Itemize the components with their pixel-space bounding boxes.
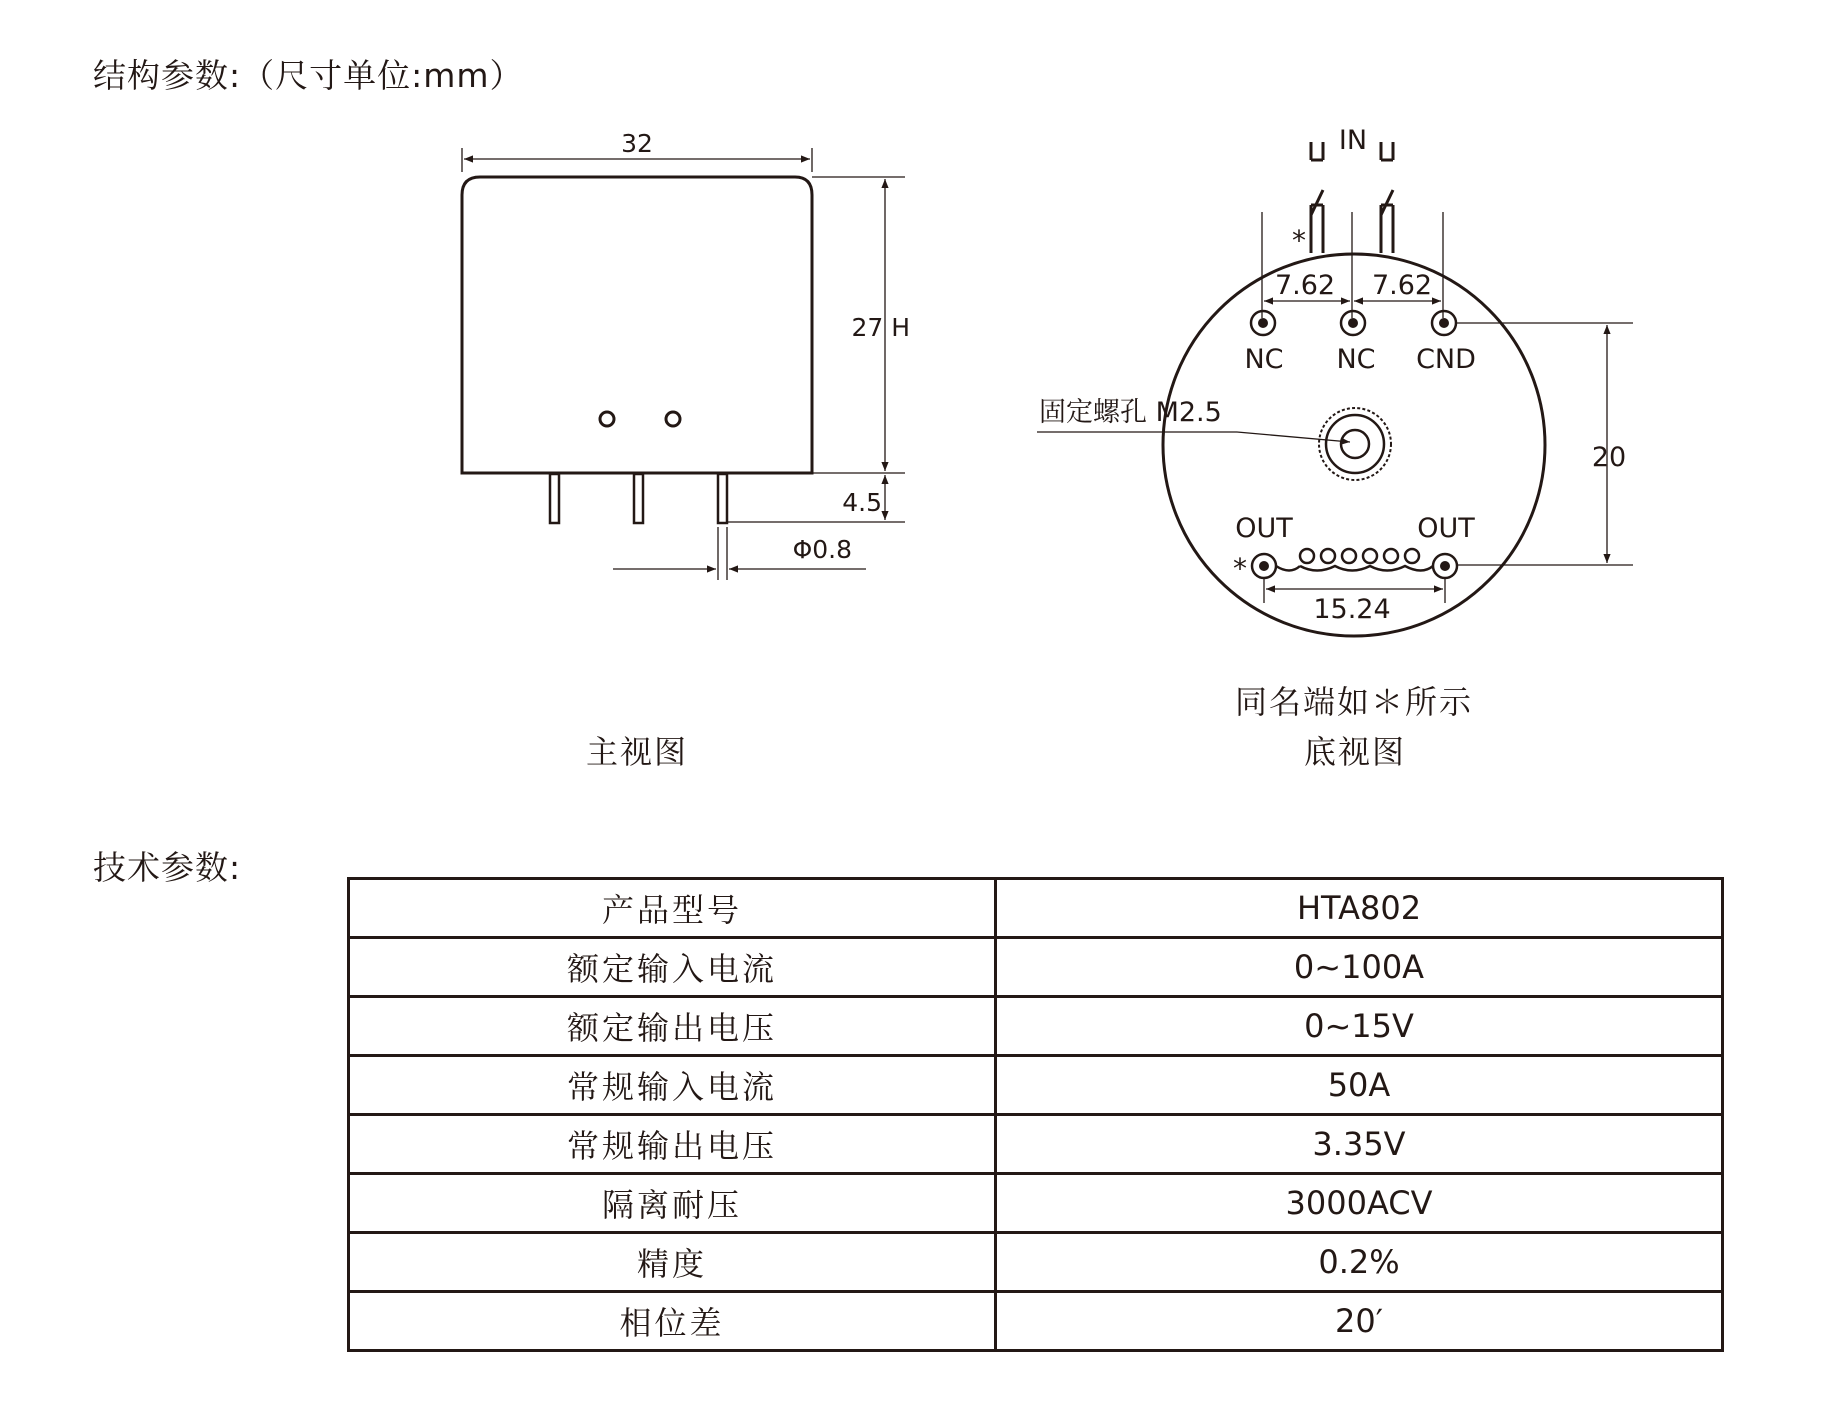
pin-right bbox=[718, 474, 727, 523]
param-name: 相位差 bbox=[349, 1292, 996, 1351]
indicator-hole-left bbox=[600, 412, 614, 426]
param-name: 额定输出电压 bbox=[349, 997, 996, 1056]
table-row bbox=[349, 997, 1723, 1056]
param-value: 20′ bbox=[996, 1292, 1723, 1351]
param-name: 额定输入电流 bbox=[349, 938, 996, 997]
param-name: 精度 bbox=[349, 1233, 996, 1292]
bottom-view-drawing bbox=[1037, 142, 1633, 636]
out-pitch-text: 15.24 bbox=[1313, 594, 1391, 625]
table-row bbox=[349, 1115, 1723, 1174]
pitch-text-right: 7.62 bbox=[1371, 270, 1433, 301]
pin-left bbox=[550, 474, 559, 523]
pin-label-nc-2: NC bbox=[1336, 344, 1376, 375]
output-coil bbox=[1276, 549, 1433, 571]
pin-label-cnd: CND bbox=[1416, 344, 1476, 375]
param-name: 隔离耐压 bbox=[349, 1174, 996, 1233]
table-row bbox=[349, 1292, 1723, 1351]
polarity-star-input: * bbox=[1292, 224, 1306, 257]
table-row bbox=[349, 879, 1723, 938]
label-in: IN bbox=[1338, 125, 1368, 156]
sensor-body-outline bbox=[462, 177, 812, 473]
param-value: 0~100A bbox=[996, 938, 1723, 997]
pin-length-text: 4.5 bbox=[842, 488, 882, 517]
structure-heading: 结构参数:（尺寸单位:mm） bbox=[93, 56, 524, 95]
param-value: 0.2% bbox=[996, 1233, 1723, 1292]
front-view-caption: 主视图 bbox=[585, 733, 688, 771]
spec-table bbox=[347, 877, 1724, 1352]
table-row bbox=[349, 1233, 1723, 1292]
indicator-hole-right bbox=[666, 412, 680, 426]
param-value: 3000ACV bbox=[996, 1174, 1723, 1233]
height-dimension-text: 27 H bbox=[851, 313, 910, 342]
param-name: 产品型号 bbox=[349, 879, 996, 938]
param-value: HTA802 bbox=[996, 879, 1723, 938]
param-value: 50A bbox=[996, 1056, 1723, 1115]
param-name: 常规输入电流 bbox=[349, 1056, 996, 1115]
mounting-screw-hole bbox=[1319, 408, 1391, 480]
polarity-star-output: * bbox=[1233, 552, 1247, 585]
polarity-note: 同名端如＊所示 bbox=[1234, 683, 1473, 721]
table-row bbox=[349, 1056, 1723, 1115]
param-name: 常规输出电压 bbox=[349, 1115, 996, 1174]
pin-diameter-text: Φ0.8 bbox=[792, 535, 852, 564]
table-row bbox=[349, 1174, 1723, 1233]
bottom-view-caption: 底视图 bbox=[1303, 733, 1406, 771]
param-value: 3.35V bbox=[996, 1115, 1723, 1174]
param-value: 0~15V bbox=[996, 997, 1723, 1056]
tech-heading: 技术参数: bbox=[93, 848, 242, 887]
table-row bbox=[349, 938, 1723, 997]
pin-label-nc-1: NC bbox=[1244, 344, 1284, 375]
front-view-drawing bbox=[462, 148, 905, 580]
row-spacing-text: 20 bbox=[1591, 442, 1627, 473]
screw-hole-label: 固定螺孔 M2.5 bbox=[1039, 397, 1222, 428]
pitch-text-left: 7.62 bbox=[1274, 270, 1336, 301]
pin-middle bbox=[634, 474, 643, 523]
out-label-right: OUT bbox=[1417, 513, 1475, 544]
out-label-left: OUT bbox=[1235, 513, 1293, 544]
width-dimension-text: 32 bbox=[621, 129, 653, 158]
